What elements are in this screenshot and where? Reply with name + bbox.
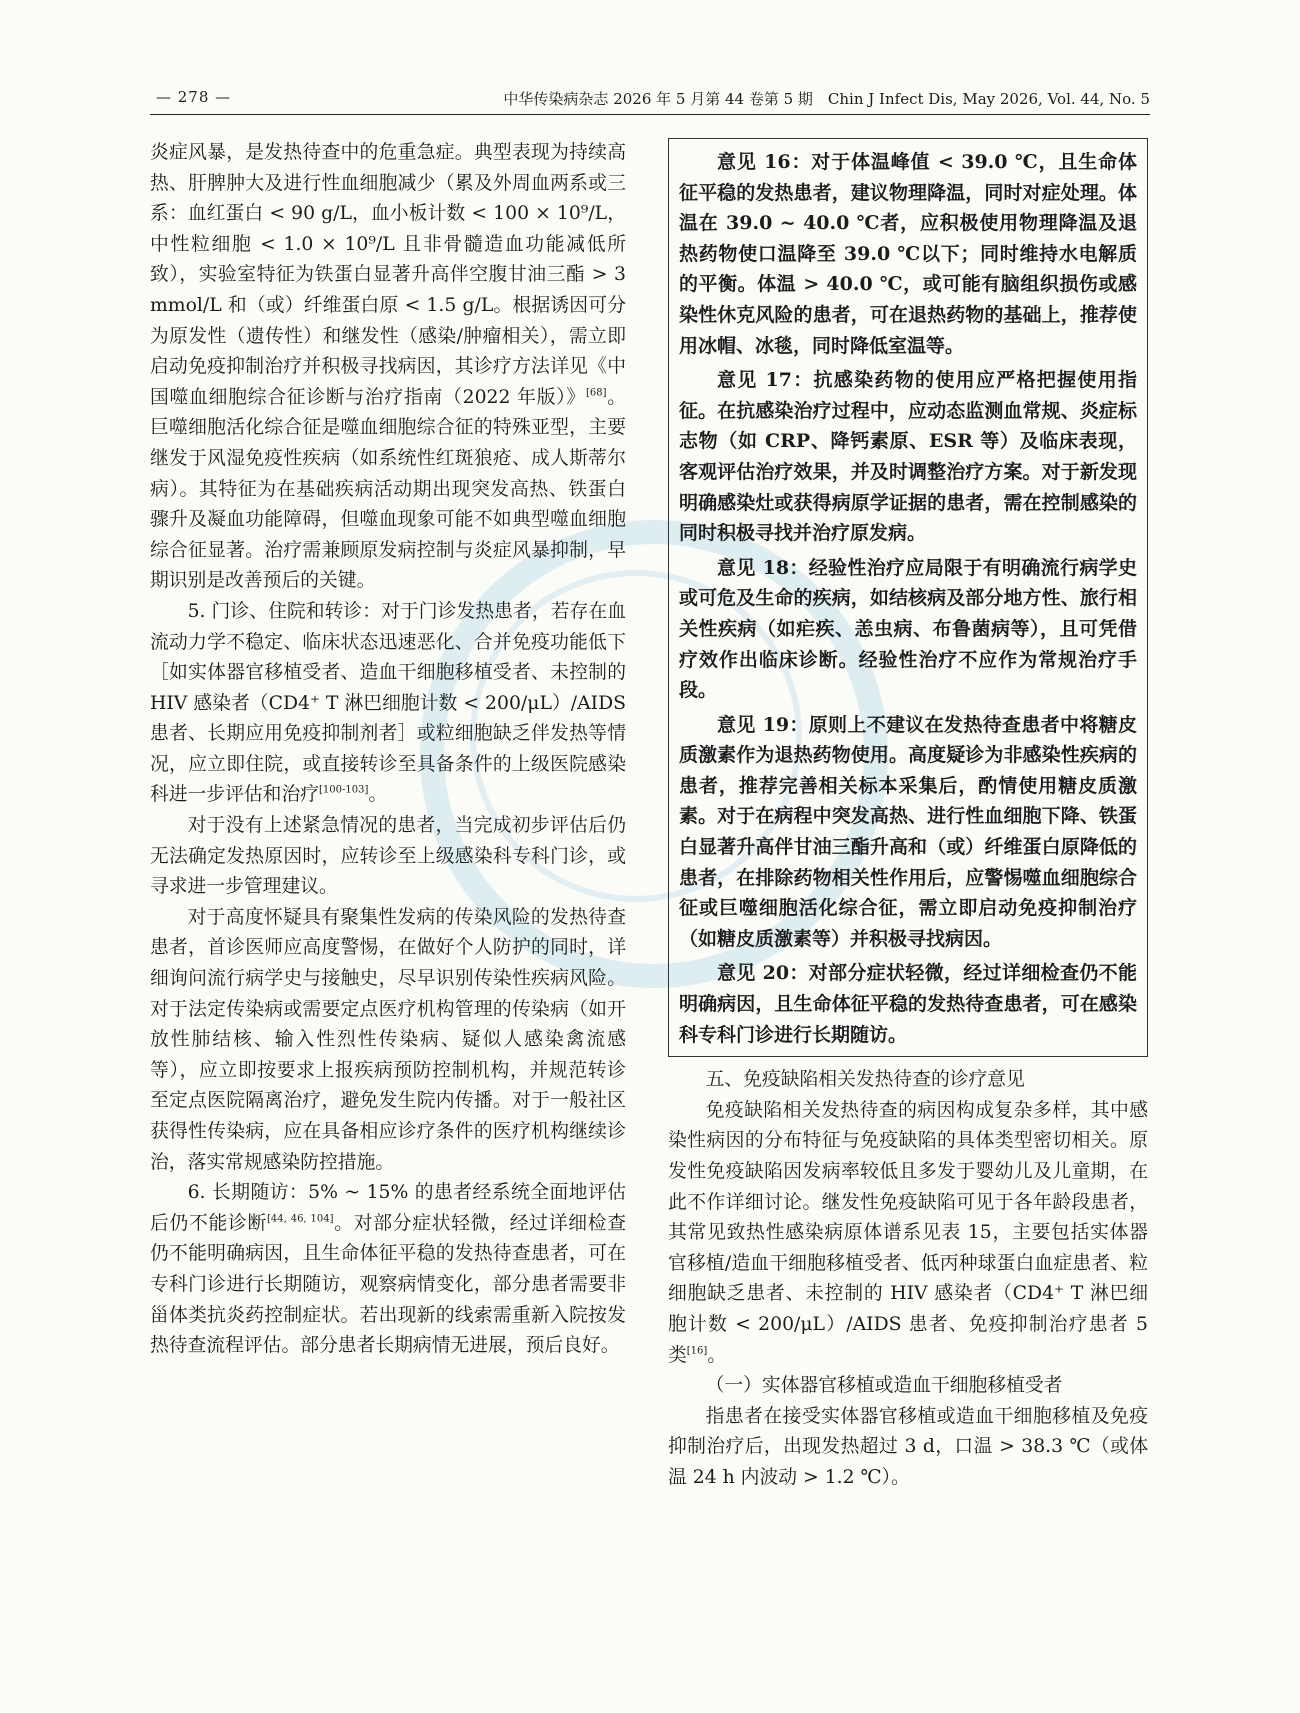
recommendation-box (668, 138, 1148, 1057)
citation: [44, 46, 104] (267, 1213, 334, 1225)
opinion-19: 意见 19：原则上不建议在发热待查患者中将糖皮质激素作为退热药物使用。高度疑诊为非感染性疾病的患者，推荐完善相关标本采集后，酌情使用糖皮质激素。对于在病程中突发高热、进行性血细胞下降、铁蛋白显著升高伴甘油三酯升高和（或）纤维蛋白原降低的患者，在排除药物相关性作用后，应警惕噬血细胞综合征或巨噬细胞活化综合征，需立即启动免疫抑制治疗（如糖皮质激素等）并积极寻找病因。 (679, 713, 1137, 950)
page-header (150, 84, 1150, 110)
journal-citation: 中华传染病杂志 2026 年 5 月第 44 卷第 5 期 Chin J Infect Dis, May 2026, Vol. 44, No. 5 (503, 90, 1150, 108)
citation: [16] (686, 1345, 708, 1357)
paragraph: 对于没有上述紧急情况的患者，当完成初步评估后仍无法确定发热原因时，应转诊至上级感染科专科门诊，或寻求进一步管理建议。 (150, 815, 626, 898)
page-number: — 278 — (156, 88, 232, 106)
right-column (668, 138, 1148, 1494)
opinion-20: 意见 20：对部分症状轻微，经过详细检查仍不能明确病因，且生命体征平稳的发热待查患者，可在感染科专科门诊进行长期随访。 (679, 962, 1137, 1046)
opinion-18: 意见 18：经验性治疗应局限于有明确流行病学史或可危及生命的疾病，如结核病及部分地方性、旅行相关性疾病（如疟疾、恙虫病、布鲁菌病等），且可凭借疗效作出临床诊断。经验性治疗不应作为常规治疗手段。 (679, 556, 1137, 702)
citation: [68] (585, 387, 607, 399)
citation: [100-103] (319, 785, 369, 797)
header-rule (150, 114, 1150, 115)
paragraph: 对于高度怀疑具有聚集性发病的传染风险的发热待查患者，首诊医师应高度警惕，在做好个人防护的同时，详细询问流行病学史与接触史，尽早识别传染性疾病风险。对于法定传染病或需要定点医疗机构管理的传染病（如开放性肺结核、输入性烈性传染病、疑似人感染禽流感等），应立即按要求上报疾病预防控制机构，并规范转诊至定点医院隔离治疗，避免发生院内传播。对于一般社区获得性传染病，应在具备相应诊疗条件的医疗机构继续诊治，落实常规感染防控措施。 (150, 906, 626, 1173)
left-column (150, 138, 626, 1362)
opinion-17: 意见 17：抗感染药物的使用应严格把握使用指征。在抗感染治疗过程中，应动态监测血常规、炎症标志物（如 CRP、降钙素原、ESR 等）及临床表现，客观评估治疗效果，并及时调整治疗方案。对于新发现明确感染灶或获得病原学证据的患者，需在控制感染的同时积极寻找并治疗原发病。 (679, 369, 1137, 545)
opinion-16: 意见 16：对于体温峰值 < 39.0 ℃，且生命体征平稳的发热患者，建议物理降温，同时对症处理。体温在 39.0 ~ 40.0 ℃者，应积极使用物理降温及退热药物使口温降至 39.0 ℃以下；同时维持水电解质的平衡。体温 > 40.0 ℃，或可能有脑组织损伤或感染性休克风险的患者，可在退热药物的基础上，推荐使用冰帽、冰毯，同时降低室温等。 (679, 151, 1137, 357)
section-heading: 五、免疫缺陷相关发热待查的诊疗意见 (705, 1069, 1025, 1091)
paragraph: 6. 长期随访：5% ~ 15% 的患者经系统全面地评估后仍不能诊断[44, 46, 104]。对部分症状轻微，经过详细检查仍不能明确病因，且生命体征平稳的发热待查患者，可在专科门诊进行长期随访，观察病情变化，部分患者需要非甾体类抗炎药控制症状。若出现新的线索需重新入院按发热待查流程评估。部分患者长期病情无进展，预后良好。 (150, 1182, 626, 1357)
subsection-heading: （一）实体器官移植或造血干细胞移植受者 (705, 1375, 1063, 1397)
paragraph: 指患者在接受实体器官移植或造血干细胞移植及免疫抑制治疗后，出现发热超过 3 d，口温 > 38.3 ℃（或体温 24 h 内波动 > 1.2 ℃）。 (668, 1405, 1148, 1488)
paragraph: 炎症风暴，是发热待查中的危重急症。典型表现为持续高热、肝脾肿大及进行性血细胞减少（累及外周血两系或三系：血红蛋白 < 90 g/L，血小板计数 < 100 × 10⁹/L，中性粒细胞 < 1.0 × 10⁹/L 且非骨髓造血功能减低所致），实验室特征为铁蛋白显著升高伴空腹甘油三酯 > 3 mmol/L 和（或）纤维蛋白原 < 1.5 g/L。根据诱因可分为原发性（遗传性）和继发性（感染/肿瘤相关），需立即启动免疫抑制治疗并积极寻找病因，其诊疗方法详见《中国噬血细胞综合征诊断与治疗指南（2022 年版）》[68]。巨噬细胞活化综合征是噬血细胞综合征的特殊亚型，主要继发于风湿免疫性疾病（如系统性红斑狼疮、成人斯蒂尔病）。其特征为在基础疾病活动期出现突发高热、铁蛋白骤升及凝血功能障碍，但噬血现象可能不如典型噬血细胞综合征显著。治疗需兼顾原发病控制与炎症风暴抑制，早期识别是改善预后的关键。 (150, 142, 627, 592)
paragraph: 5. 门诊、住院和转诊：对于门诊发热患者，若存在血流动力学不稳定、临床状态迅速恶化、合并免疫功能低下［如实体器官移植受者、造血干细胞移植受者、未控制的 HIV 感染者（CD4⁺ T 淋巴细胞计数 < 200/μL）/AIDS 患者、长期应用免疫抑制剂者］或粒细胞缺乏伴发热等情况，应立即住院，或直接转诊至具备条件的上级医院感染科进一步评估和治疗[100-103]。 (150, 600, 626, 806)
paragraph: 免疫缺陷相关发热待查的病因构成复杂多样，其中感染性病因的分布特征与免疫缺陷的具体类型密切相关。原发性免疫缺陷因发病率较低且多发于婴幼儿及儿童期，在此不作详细讨论。继发性免疫缺陷可见于各年龄段患者，其常见致热性感染病原体谱系见表 15，主要包括实体器官移植/造血干细胞移植受者、低丙种球蛋白血症患者、粒细胞缺乏患者、未控制的 HIV 感染者（CD4⁺ T 淋巴细胞计数 < 200/μL）/AIDS 患者、免疫抑制治疗患者 5 类[16]。 (668, 1099, 1148, 1366)
